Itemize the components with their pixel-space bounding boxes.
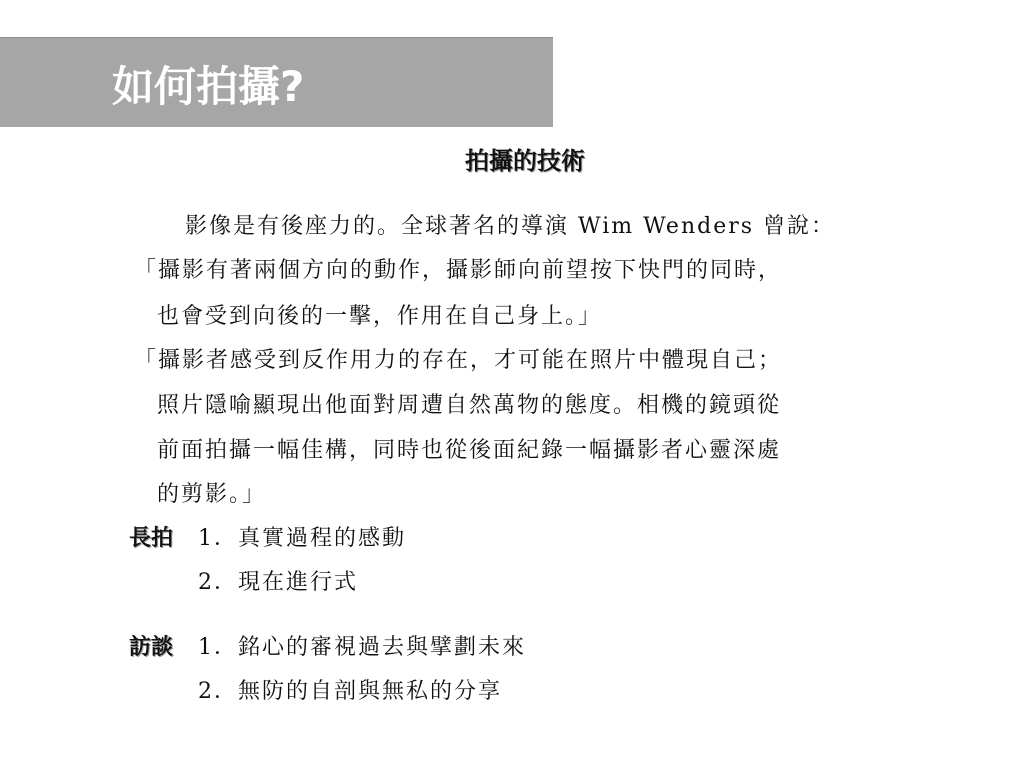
quote-line: 「攝影有著兩個方向的動作，攝影師向前望按下快門的同時， [134,258,783,283]
list-item: 2．現在進行式 [198,570,358,595]
quote-line: 照片隱喻顯現出他面對周遭自然萬物的態度。相機的鏡頭從 [157,393,782,418]
intro-line: 影像是有後座力的。全球著名的導演 Wim Wenders 曾說： [185,214,836,239]
quote-line: 「攝影者感受到反作用力的存在，才可能在照片中體現自己； [134,348,783,373]
slide-subtitle: 拍攝的技術 [465,147,585,175]
section-label: 長拍 [129,526,174,551]
list-item: 1．真實過程的感動 [198,526,406,551]
slide-title: 如何拍攝? [112,62,305,111]
quote-line: 前面拍攝一幅佳構，同時也從後面紀錄一幅攝影者心靈深處 [157,438,782,463]
list-item: 1．銘心的審視過去與擘劃未來 [198,635,526,660]
title-bar [0,37,553,127]
quote-line: 也會受到向後的一擊，作用在自己身上。」 [157,304,603,329]
section-label: 訪談 [129,635,174,660]
quote-line: 的剪影。」 [157,482,267,507]
list-item: 2．無防的自剖與無私的分享 [198,679,502,704]
